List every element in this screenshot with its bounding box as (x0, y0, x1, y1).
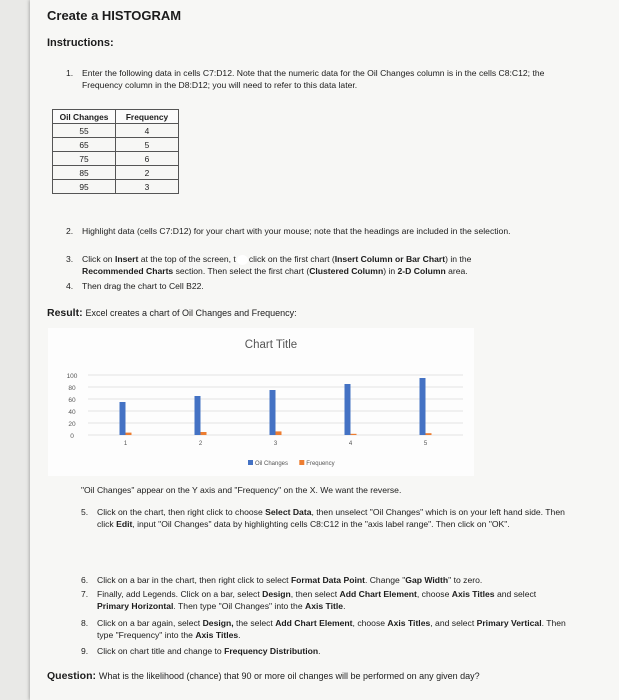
chart-bar (270, 390, 276, 435)
excel-chart[interactable] (48, 328, 474, 476)
step-keyword: Insert (114, 254, 139, 264)
chart-bar (345, 384, 351, 435)
step-7 (81, 588, 567, 612)
legend-swatch (299, 460, 304, 465)
chart-bar (420, 378, 426, 435)
step-text: Click on a bar again, select (97, 618, 203, 628)
step-text: , and select (430, 618, 477, 628)
header-frequency: Frequency (116, 110, 179, 124)
step-6 (81, 574, 567, 586)
table-cell: 6 (116, 152, 179, 166)
step-keyword: Gap Width (405, 575, 449, 585)
step-text: , then select (290, 589, 340, 599)
step-keyword: Select Data (265, 507, 312, 517)
step-1 (66, 67, 572, 91)
step-keyword: Format Data Point (290, 575, 365, 585)
step-number: 2. (66, 226, 74, 236)
step-8 (81, 617, 567, 641)
y-tick-label: 0 (70, 433, 74, 440)
step-text: at the top of the screen, t (138, 254, 236, 264)
table-header-row (53, 110, 179, 124)
step-text: Click on the chart, then right click to choose (97, 507, 266, 517)
chart-bar (120, 402, 126, 435)
table-row (53, 124, 179, 138)
step-keyword: Design, (202, 618, 234, 628)
table-cell: 3 (116, 180, 179, 194)
step-keyword: Axis Title (305, 601, 344, 611)
step-number: 6. (81, 575, 89, 585)
table-row (53, 166, 179, 180)
step-keyword: 2-D Column (397, 266, 446, 276)
step-keyword: Design (262, 589, 291, 599)
step-keyword: Recommended Charts (82, 266, 174, 276)
result-line (47, 307, 297, 319)
step-keyword: Axis Titles (195, 630, 239, 640)
step-text: Highlight data (cells C7:D12) for your chart with your mouse; note that the headings are included in the selection. (82, 226, 511, 236)
table-cell: 95 (53, 180, 116, 194)
step-text: , choose (352, 618, 388, 628)
step-text: . (343, 601, 346, 611)
step-text: , then unselect "Oil Changes" which is on your left hand side. Then click (97, 507, 565, 529)
step-keyword: Add Chart Element (275, 618, 353, 628)
x-tick-label: 3 (273, 441, 278, 447)
x-tick-label: 4 (348, 441, 353, 447)
chart-title: Chart Title (244, 339, 298, 351)
table-cell: 85 (53, 166, 116, 180)
chart-svg (48, 328, 474, 476)
chart-bar (201, 432, 207, 435)
step-keyword: Axis Titles (387, 618, 431, 628)
step-3 (66, 253, 572, 277)
step-number: 3. (66, 254, 74, 264)
chart-bar (426, 433, 432, 435)
y-tick-label: 80 (68, 385, 76, 392)
step-text: click on the first chart ( (248, 254, 335, 264)
x-tick-label: 1 (123, 441, 128, 447)
chart-bar (276, 431, 282, 435)
y-tick-label: 40 (68, 409, 76, 416)
note-text: "Oil Changes" appear on the Y axis and "Frequency" on the X. We want the reverse. (81, 485, 402, 495)
chart-bar (195, 396, 201, 435)
step-text: area. (445, 266, 468, 276)
step-text: , input "Oil Changes" data by highlighting cells C8:C12 in the "axis label range". Then click on "OK". (132, 519, 510, 529)
step-text: Click on (82, 254, 115, 264)
question-label: Question: (47, 670, 96, 682)
step-keyword: Insert Column or Bar Chart (334, 254, 446, 264)
step-keyword: Axis Titles (451, 589, 495, 599)
question-line (47, 670, 480, 682)
table-cell: 65 (53, 138, 116, 152)
question-text: What is the likelihood (chance) that 90 or more oil changes will be performed on any given day? (98, 671, 480, 681)
table-row (53, 152, 179, 166)
chart-bar (126, 433, 132, 435)
step-number: 9. (81, 646, 89, 656)
smudge-blot (237, 255, 248, 265)
page-title: Create a HISTOGRAM (47, 8, 182, 23)
table-row (53, 138, 179, 152)
step-4 (66, 280, 572, 292)
step-text: ) in (383, 266, 398, 276)
step-9 (81, 645, 567, 657)
step-number: 5. (81, 507, 89, 517)
step-number: 1. (66, 68, 74, 78)
y-tick-label: 100 (66, 373, 78, 380)
step-5 (81, 506, 567, 530)
step-text: , choose (416, 589, 452, 599)
step-number: 4. (66, 281, 74, 291)
step-keyword: Clustered Column (309, 266, 384, 276)
result-text: Excel creates a chart of Oil Changes and Frequency: (85, 308, 297, 318)
table-cell: 2 (116, 166, 179, 180)
legend-swatch (248, 460, 253, 465)
worksheet-page (30, 0, 619, 700)
table-cell: 5 (116, 138, 179, 152)
step-number: 7. (81, 589, 89, 599)
step-text: Then drag the chart to Cell B22. (82, 281, 204, 291)
step-text: . (238, 630, 241, 640)
x-tick-label: 2 (198, 441, 203, 447)
header-oil-changes: Oil Changes (53, 110, 116, 124)
step-text: Finally, add Legends. Click on a bar, select (97, 589, 263, 599)
step-text: . Then type "Oil Changes" into the (173, 601, 306, 611)
step-text: . (318, 646, 321, 656)
step-text: Enter the following data in cells C7:D12. Note that the numeric data for the Oil Changes column is in the cells C8:C12; the Frequency column in the D8:D12; you will need to refer to this data later. (82, 68, 545, 90)
step-text: section. Then select the first chart ( (173, 266, 310, 276)
step-keyword: Add Chart Element (339, 589, 417, 599)
data-table (52, 109, 179, 194)
step-number: 8. (81, 618, 89, 628)
step-text: and select (494, 589, 537, 599)
step-keyword: Edit (116, 519, 133, 529)
step-keyword: Primary Vertical (476, 618, 542, 628)
instructions-heading: Instructions: (47, 37, 114, 49)
step-text: Click on chart title and change to (97, 646, 225, 656)
y-tick-label: 20 (68, 421, 76, 428)
step-text: . Then type "Frequency" into the (97, 618, 566, 640)
step-text: the select (233, 618, 276, 628)
y-tick-label: 60 (68, 397, 76, 404)
table-cell: 75 (53, 152, 116, 166)
step-text: " to zero. (448, 575, 483, 585)
table-cell: 55 (53, 124, 116, 138)
chart-bar (351, 434, 357, 435)
step-keyword: Frequency Distribution (224, 646, 319, 656)
x-tick-label: 5 (423, 441, 428, 447)
step-keyword: Primary Horizontal (97, 601, 174, 611)
step-text: ) in the (445, 254, 472, 264)
table-row (53, 180, 179, 194)
step-text: . Change " (364, 575, 406, 585)
legend-label: Frequency (306, 461, 335, 467)
table-cell: 4 (116, 124, 179, 138)
step-2 (66, 225, 572, 237)
result-label: Result: (47, 307, 83, 319)
legend-label: Oil Changes (255, 461, 289, 467)
step-text: Click on a bar in the chart, then right click to select (97, 575, 291, 585)
